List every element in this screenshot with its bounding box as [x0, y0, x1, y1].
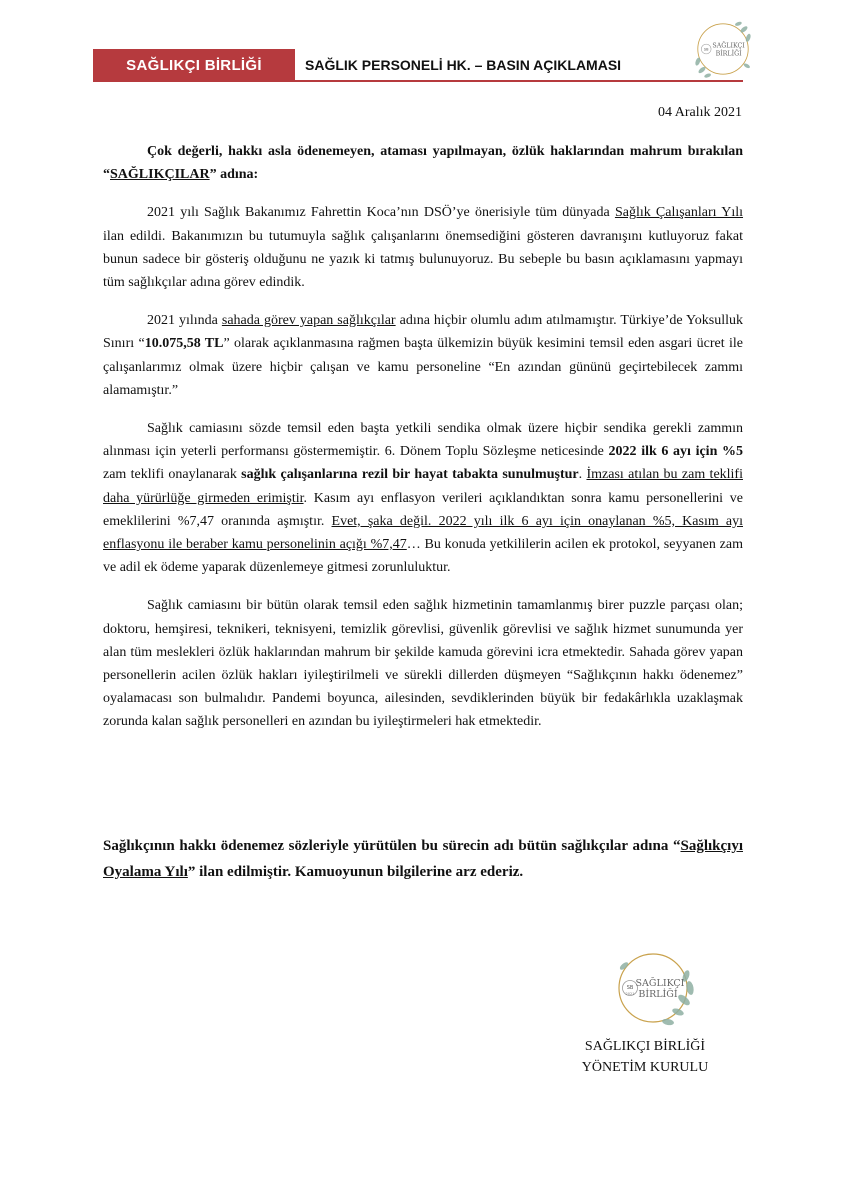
closing-text-1: Sağlıkçının hakkı ödenemez sözleriyle yürütülen bu sürecin adı bütün sağlıkçılar adına “	[103, 838, 681, 854]
signature-board: YÖNETİM KURULU	[581, 1060, 709, 1075]
logo-text-line1: SAĞLIKÇI	[635, 978, 685, 989]
p3-bold-2: sağlık çalışanlarına rezil bir hayat tabakta sunulmuştur	[241, 467, 579, 483]
document-body	[103, 140, 743, 749]
p2-text-2: adına hiçbir olumlu adım atılmamıştır. Türkiye’de Yoksulluk Sınırı “	[103, 313, 743, 352]
salutation-emphasis: SAĞLIKÇILAR	[110, 167, 210, 183]
logo-text-line2: BİRLİĞİ	[638, 989, 678, 1000]
document-header	[93, 49, 743, 82]
p3-text-1: Sağlık camiasını sözde temsil eden başta yetkili sendika olmak üzere hiçbir sendika gerekli zammın alınması için yeterli performansı göstermemiştir. 6. Dönem Toplu Sözleşme neticesinde	[103, 421, 743, 460]
salutation-text: Çok değerli, hakkı asla ödenemeyen, ataması yapılmayan, özlük haklarından mahrum bırakılan “	[103, 144, 743, 183]
logo-initials: SB	[703, 47, 709, 52]
document-title: SAĞLIK PERSONELİ HK. – BASIN AÇIKLAMASI	[305, 56, 622, 73]
p3-text-4: . Kasım ayı enflasyon verileri açıklandıktan sonra kamu personellerini ve emeklilerini %7,47 oranında aşmıştır.	[103, 490, 743, 529]
closing-text-2: ” ilan edilmiştir. Kamuoyunun bilgilerine arz ederiz.	[187, 864, 524, 880]
org-name-badge	[93, 49, 295, 82]
p3-underline-2: Evet, şaka değil. 2022 yılı ilk 6 ayı için onaylanan %5, Kasım ayı enflasyonu ile beraber kamu personelinin açığı %7,47	[103, 513, 743, 553]
p2-bold-poverty-line: 10.075,58 TL	[144, 336, 224, 352]
p3-bold-1: 2022 ilk 6 ayı için %5	[608, 444, 744, 460]
p1-text-1: 2021 yılı Sağlık Bakanımız Fahrettin Koca’nın DSÖ’ye önerisiyle tüm dünyada	[147, 205, 615, 221]
org-name: SAĞLIKÇI BİRLİĞİ	[126, 57, 262, 74]
signature-org: SAĞLIKÇI BİRLİĞİ	[584, 1039, 706, 1054]
p1-text-2: ilan edildi. Bakanımızın bu tutumuyla sağlık çalışanlarını önemsediğini gösteren davranışını kutluyoruz fakat bunun sadece bir gösteriş olduğunu ne yazık ki tatmış bulunuyoruz. Bu sebeple bu basın açıklamasını yapmayı tüm sağlıkçılar adına görev edindik.	[103, 228, 743, 291]
paragraph-4: Sağlık camiasını bir bütün olarak temsil eden sağlık hizmetinin tamamlanmış birer puzzle parçası olan; doktoru, hemşiresi, teknikeri, teknisyeni, temizlik görevlisi, güvenlik görevlisi ve sağlık hizmet sunumunda yer alan tüm meslekleri özlük haklarından mahrum bir şekilde kamuda görevini icra etmektedir. Sahada görev yapan personellerin acilen özlük hakları iyileştirilmeli ve sürekli dillerden düşmeyen “Sağlıkçının hakkı ödenemez” oyalamacası son bulmalıdır. Pandemi boyunca, ailesinden, sevdiklerinden büyük bir fedakârlıkla uzaklaşmak zorunda kalan sağlık personelleri en azından bu iyileştirmeleri hak etmektedir.	[103, 598, 743, 730]
org-logo-top	[688, 14, 758, 84]
p2-text-3: ” olarak açıklanmasına rağmen başta ülkemizin büyük kesimini temsil eden asgari ücret ile çalışanlarımız olmak üzere hiçbir çalışan ve kamu personeline “En azından gününü geçirtebilecek zammı alamamıştır.”	[103, 336, 743, 398]
p3-text-3: .	[578, 467, 587, 483]
p3-text-5: … Bu konuda yetkililerin acilen ek protokol, seyyanen zam ve adil ek ödeme yaparak düzenlemeye gitmesi zorunluluktur.	[103, 537, 743, 576]
p2-underline-1: sahada görev yapan sağlıkçılar	[221, 313, 396, 329]
document-date: 04 Aralık 2021	[658, 105, 742, 120]
p2-text-1: 2021 yılında	[147, 313, 222, 329]
p3-underline-1: İmzası atılan bu zam teklifi daha yürürlüğe girmeden erimiştir	[103, 467, 743, 506]
logo-initials: SB	[626, 985, 634, 991]
salutation-end: ” adına:	[209, 167, 259, 183]
closing-statement	[103, 833, 743, 885]
p1-underline-1: Sağlık Çalışanları Yılı	[614, 205, 744, 221]
paragraph-1	[103, 201, 743, 294]
paragraph-3	[103, 417, 743, 579]
logo-text-line1: SAĞLIKÇI	[712, 42, 745, 50]
p3-text-2: zam teklifi onaylanarak	[103, 467, 242, 483]
closing-underline: Sağlıkçıyı Oyalama Yılı	[103, 838, 743, 880]
salutation	[103, 140, 743, 186]
logo-text-line2: BİRLİĞİ	[715, 50, 742, 58]
header-title-bar	[295, 49, 743, 82]
signature-block	[560, 1036, 730, 1078]
org-logo-bottom	[598, 940, 708, 1040]
logo-year: 2021	[625, 992, 635, 996]
paragraph-2	[103, 309, 743, 402]
